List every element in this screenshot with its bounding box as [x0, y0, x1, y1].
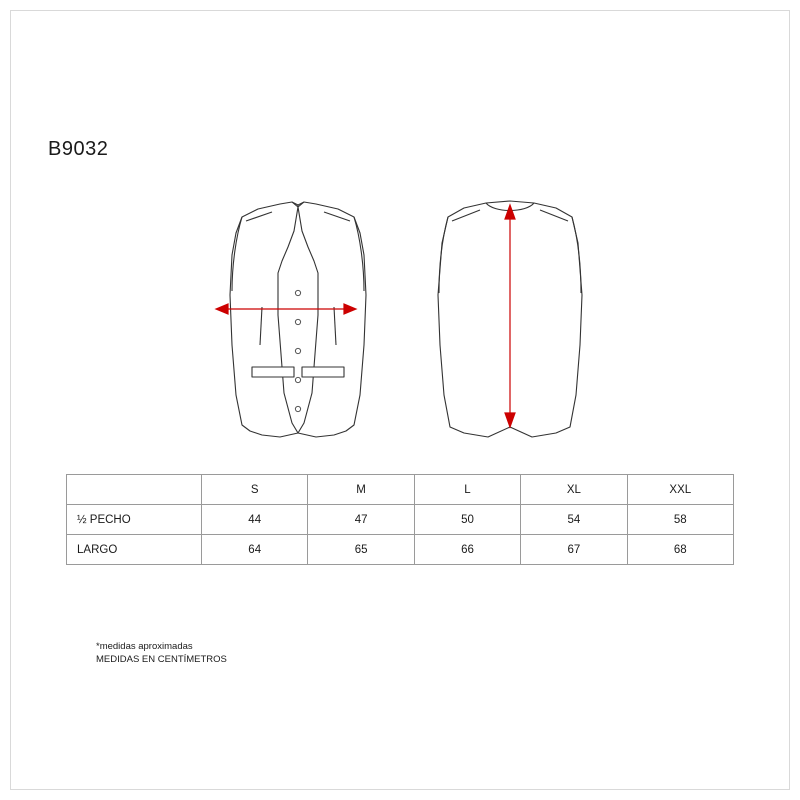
- table-header-s: S: [202, 475, 308, 505]
- cell-length-l: 66: [414, 535, 520, 565]
- garment-figures: [180, 195, 620, 450]
- cell-length-xxl: 68: [627, 535, 733, 565]
- table-header-xxl: XXL: [627, 475, 733, 505]
- vest-technical-drawing: [180, 195, 620, 450]
- footnote: [96, 640, 227, 666]
- table-header-l: L: [414, 475, 520, 505]
- page-title: B9032: [48, 138, 109, 160]
- table-header-row: [67, 475, 734, 505]
- cell-length-s: 64: [202, 535, 308, 565]
- footnote-line-units: MEDIDAS EN CENTÍMETROS: [96, 654, 227, 665]
- table-header-xl: XL: [521, 475, 627, 505]
- cell-length-m: 65: [308, 535, 414, 565]
- cell-half-chest-m: 47: [308, 505, 414, 535]
- table-header-m: M: [308, 475, 414, 505]
- size-table: [66, 474, 734, 565]
- cell-half-chest-xl: 54: [521, 505, 627, 535]
- cell-half-chest-s: 44: [202, 505, 308, 535]
- row-label-length: LARGO: [67, 535, 202, 565]
- table-header-blank: [67, 475, 202, 505]
- cell-length-xl: 67: [521, 535, 627, 565]
- table-row: [67, 535, 734, 565]
- cell-half-chest-l: 50: [414, 505, 520, 535]
- row-label-half-chest: ½ PECHO: [67, 505, 202, 535]
- vest-front-view: [230, 202, 366, 437]
- footnote-line-approx: *medidas aproximadas: [96, 641, 193, 652]
- table-row: [67, 505, 734, 535]
- cell-half-chest-xxl: 58: [627, 505, 733, 535]
